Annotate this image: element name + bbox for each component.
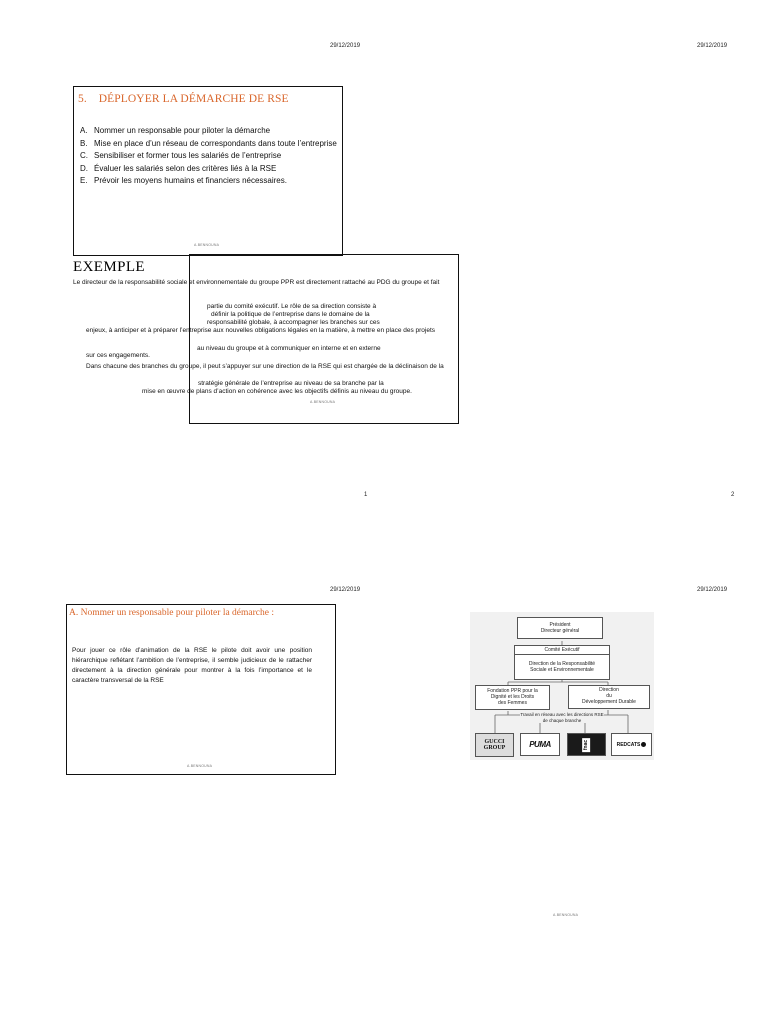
slide-footer: A.BENNOUNA <box>553 913 579 917</box>
org-text: Comité Exécutif <box>515 646 609 655</box>
list-item <box>80 139 338 149</box>
org-text: Dignité et les Droits <box>490 694 535 700</box>
date-bottom-right: 29/12/2019 <box>697 587 728 593</box>
slide-body: Pour jouer ce rôle d’animation de la RSE le pilote doit avoir une position hiérarchique reflétant l’ambition de l’entreprise, il semble judicieux de le rattacher directement à la direction générale pour montrer à la fois l’importance et le caractère transversal de la RSE <box>72 647 312 684</box>
list-letter: E. <box>80 176 88 185</box>
org-text: des Femmes <box>498 700 527 706</box>
list-text: Prévoir les moyens humains et financiers nécessaires. <box>94 176 287 185</box>
exemple-line: sur ces engagements. <box>86 352 150 359</box>
logo-fnac <box>567 733 606 756</box>
exemple-line: stratégie générale de l’entreprise au niveau de sa branche par la <box>198 380 384 387</box>
slide-title <box>78 93 289 105</box>
slide-title-number: 5. <box>78 93 87 105</box>
list-text: Nommer un responsable pour piloter la démarche <box>94 126 271 135</box>
org-text: Travail en réseau avec les directions RSE <box>520 712 604 717</box>
date-top-right: 29/12/2019 <box>697 43 728 49</box>
slide-footer: A.BENNOUNA <box>194 243 220 247</box>
org-box-developpement-durable <box>568 685 650 709</box>
org-chart-panel <box>470 612 654 760</box>
exemple-line: Dans chacune des branches du groupe, il peut s’appuyer sur une direction de la RSE qui est chargée de la déclinaison de la <box>86 363 444 370</box>
exemple-heading: EXEMPLE <box>73 259 145 275</box>
org-text: Sociale et Environnementale <box>530 667 594 673</box>
list-letter: A. <box>80 126 88 135</box>
redcats-dot-icon <box>641 742 646 747</box>
logo-gucci-group <box>475 733 514 757</box>
exemple-line: au niveau du groupe et à communiquer en interne et en externe <box>197 345 381 352</box>
org-text: Fondation PPR pour la <box>487 688 538 694</box>
slide-title-text: DÉPLOYER LA DÉMARCHE DE RSE <box>98 93 289 105</box>
list-text: Mise en place d’un réseau de correspondants dans toute l’entreprise <box>94 138 337 148</box>
action-list <box>80 126 338 189</box>
org-text: de chaque branche <box>542 717 582 723</box>
org-text: Direction de la Responsabilité <box>528 661 596 667</box>
list-item <box>80 151 338 161</box>
exemple-line: enjeux, à anticiper et à préparer l’entreprise aux nouvelles obligations légales en la matière, à mettre en place des projets <box>86 327 436 334</box>
list-item <box>80 126 338 136</box>
slide-title: A. Nommer un responsable pour piloter la démarche : <box>69 608 274 618</box>
logo-text: GUCCI <box>484 739 505 745</box>
org-text: Président <box>549 622 571 628</box>
page-number-right: 2 <box>731 492 735 498</box>
list-letter: C. <box>80 151 88 160</box>
org-text: Direction <box>599 687 619 693</box>
logo-redcats <box>611 733 652 756</box>
date-bottom-left: 29/12/2019 <box>330 587 361 593</box>
exemple-line: définir la politique de l’entreprise dans le domaine de la <box>211 311 370 318</box>
list-text: Évaluer les salariés selon des critères liés à la RSE <box>94 163 277 173</box>
page-number-left: 1 <box>364 492 368 498</box>
exemple-line: Le directeur de la responsabilité sociale et environnementale du groupe PPR est directement rattaché au PDG du groupe et fait <box>73 279 440 286</box>
exemple-line: responsabilité globale, à accompagner les branches sur ces <box>207 319 380 326</box>
org-box-president <box>517 617 603 639</box>
org-box-comite-rse <box>514 645 610 680</box>
list-item <box>80 164 338 174</box>
logo-text: GROUP <box>483 745 506 751</box>
list-item <box>80 176 338 186</box>
list-letter: D. <box>80 163 88 173</box>
org-text: du <box>606 693 612 699</box>
org-text: Directeur général <box>540 628 580 634</box>
list-letter: B. <box>80 138 88 148</box>
slide-footer: A.BENNOUNA <box>187 764 213 768</box>
exemple-line: partie du comité exécutif. Le rôle de sa direction consiste à <box>207 303 377 310</box>
logo-text: fnac <box>583 739 590 750</box>
org-network-label <box>520 712 604 723</box>
date-top-left: 29/12/2019 <box>330 43 361 49</box>
org-box-fondation <box>475 685 550 710</box>
slide-footer: A.BENNOUNA <box>310 400 336 404</box>
list-text: Sensibiliser et former tous les salariés de l’entreprise <box>94 151 282 160</box>
logo-puma <box>520 733 560 756</box>
org-text: Développement Durable <box>582 699 636 705</box>
exemple-line: mise en œuvre de plans d’action en cohérence avec les objectifs définis au niveau du groupe. <box>142 388 412 395</box>
slide-deploy-rse <box>73 86 343 256</box>
logo-text: PUMA <box>529 740 551 749</box>
logo-text: REDCATS <box>616 741 641 748</box>
slide-nommer-responsable <box>66 604 336 775</box>
